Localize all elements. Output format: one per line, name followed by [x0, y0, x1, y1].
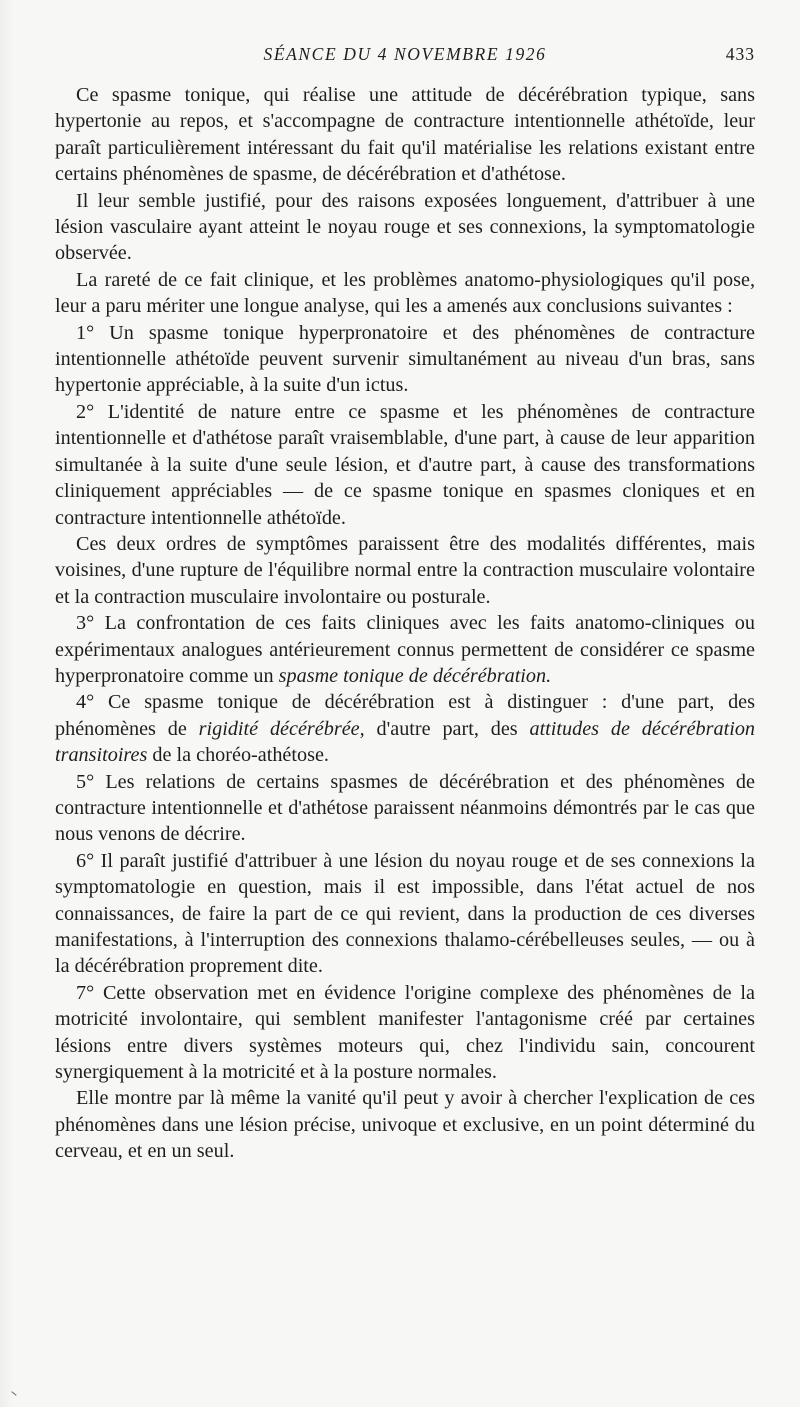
- conclusion-6: 6° Il paraît justifié d'attribuer à une lésion du noyau rouge et de ses connexions la symptomatologie en question, mais il est impossible, dans l'état actuel de nos connaissances, de faire la part de ce qui revient, dans la production de ces diverses manifestations, à l'interruption des connexions thalamo-cérébelleuses seules, — ou à la décérébration proprement dite.: [55, 849, 755, 978]
- conclusion-4-italic-2: attitudes de décérébration transitoires: [55, 717, 756, 767]
- conclusion-2: 2° L'identité de nature entre ce spasme et les phénomènes de contracture intentionnelle et d'athétose paraît vraisemblable, d'une part, à cause de leur apparition simultanée à la suite d'une seule lésion, et d'autre part, à cause des transformations cliniquement appréciables — de ce spasme tonique en spasmes cloniques et en contracture intentionnelle athétoïde.: [55, 400, 755, 529]
- conclusion-4-text-c: de la choréo-athétose.: [147, 744, 329, 767]
- running-title: SÉANCE DU 4 NOVEMBRE 1926: [263, 44, 547, 64]
- paragraph-2: Il leur semble justifié, pour des raisons exposées longuement, d'attribuer à une lésion vasculaire ayant atteint le noyau rouge et ses connexions, la symptomatologie observée.: [55, 189, 755, 265]
- conclusion-5: 5° Les relations de certains spasmes de décérébration et des phénomènes de contracture intentionnelle et d'athétose paraissent néanmoins démontrés par le cas que nous venons de décrire.: [55, 770, 755, 846]
- scan-mark: [11, 1391, 16, 1396]
- conclusion-7: 7° Cette observation met en évidence l'origine complexe des phénomènes de la motricité involontaire, qui semblent manifester l'antagonisme créé par certaines lésions entre divers systèmes moteurs qui, chez l'individu sain, concourent synergiquement à la motricité et à la posture normales.: [55, 981, 755, 1084]
- conclusion-3: [55, 610, 755, 689]
- conclusion-4: [55, 689, 755, 768]
- body-text: [55, 82, 755, 1165]
- page-number: 433: [725, 44, 755, 64]
- paragraph-1: Ce spasme tonique, qui réalise une attitude de décérébration typique, sans hypertonie au repos, et s'accompagne de contracture intentionnelle athétoïde, leur paraît particulièrement intéressant du fait qu'il matérialise les relations existant entre certains phénomènes de spasme, de décérébration et d'athétose.: [55, 84, 755, 186]
- conclusion-4-text-b: d'autre part, des: [364, 717, 530, 740]
- page-header: [55, 44, 755, 70]
- conclusion-3-italic: spasme tonique de décérébration.: [278, 664, 552, 687]
- paragraph-symptom-orders: Ces deux ordres de symptômes paraissent être des modalités différentes, mais voisines, d'une rupture de l'équilibre normal entre la contraction musculaire volontaire et la contraction musculaire involontaire ou posturale.: [55, 532, 755, 608]
- conclusion-1: 1° Un spasme tonique hyperpronatoire et des phénomènes de contracture intentionnelle athétoïde peuvent survenir simultanément au niveau d'un bras, sans hypertonie appréciable, à la suite d'un ictus.: [55, 321, 755, 397]
- conclusion-4-italic-1: rigidité décérébrée,: [198, 717, 365, 740]
- conclusion-4-text-a: 4° Ce spasme tonique de décérébration est à distinguer : d'une part, des phénomènes de: [55, 691, 755, 740]
- closing-paragraph: Elle montre par là même la vanité qu'il peut y avoir à chercher l'explication de ces phénomènes dans une lésion précise, univoque et exclusive, en un point déterminé du cerveau, et en un seul.: [55, 1087, 755, 1163]
- paragraph-3: La rareté de ce fait clinique, et les problèmes anatomo-physiologiques qu'il pose, leur a paru mériter une longue analyse, qui les a amenés aux conclusions suivantes :: [55, 268, 755, 318]
- conclusion-3-text: 3° La confrontation de ces faits cliniques avec les faits anatomo-cliniques ou expérimentaux analogues antérieurement connus permettent de considérer ce spasme hyperpronatoire comme un: [55, 612, 755, 687]
